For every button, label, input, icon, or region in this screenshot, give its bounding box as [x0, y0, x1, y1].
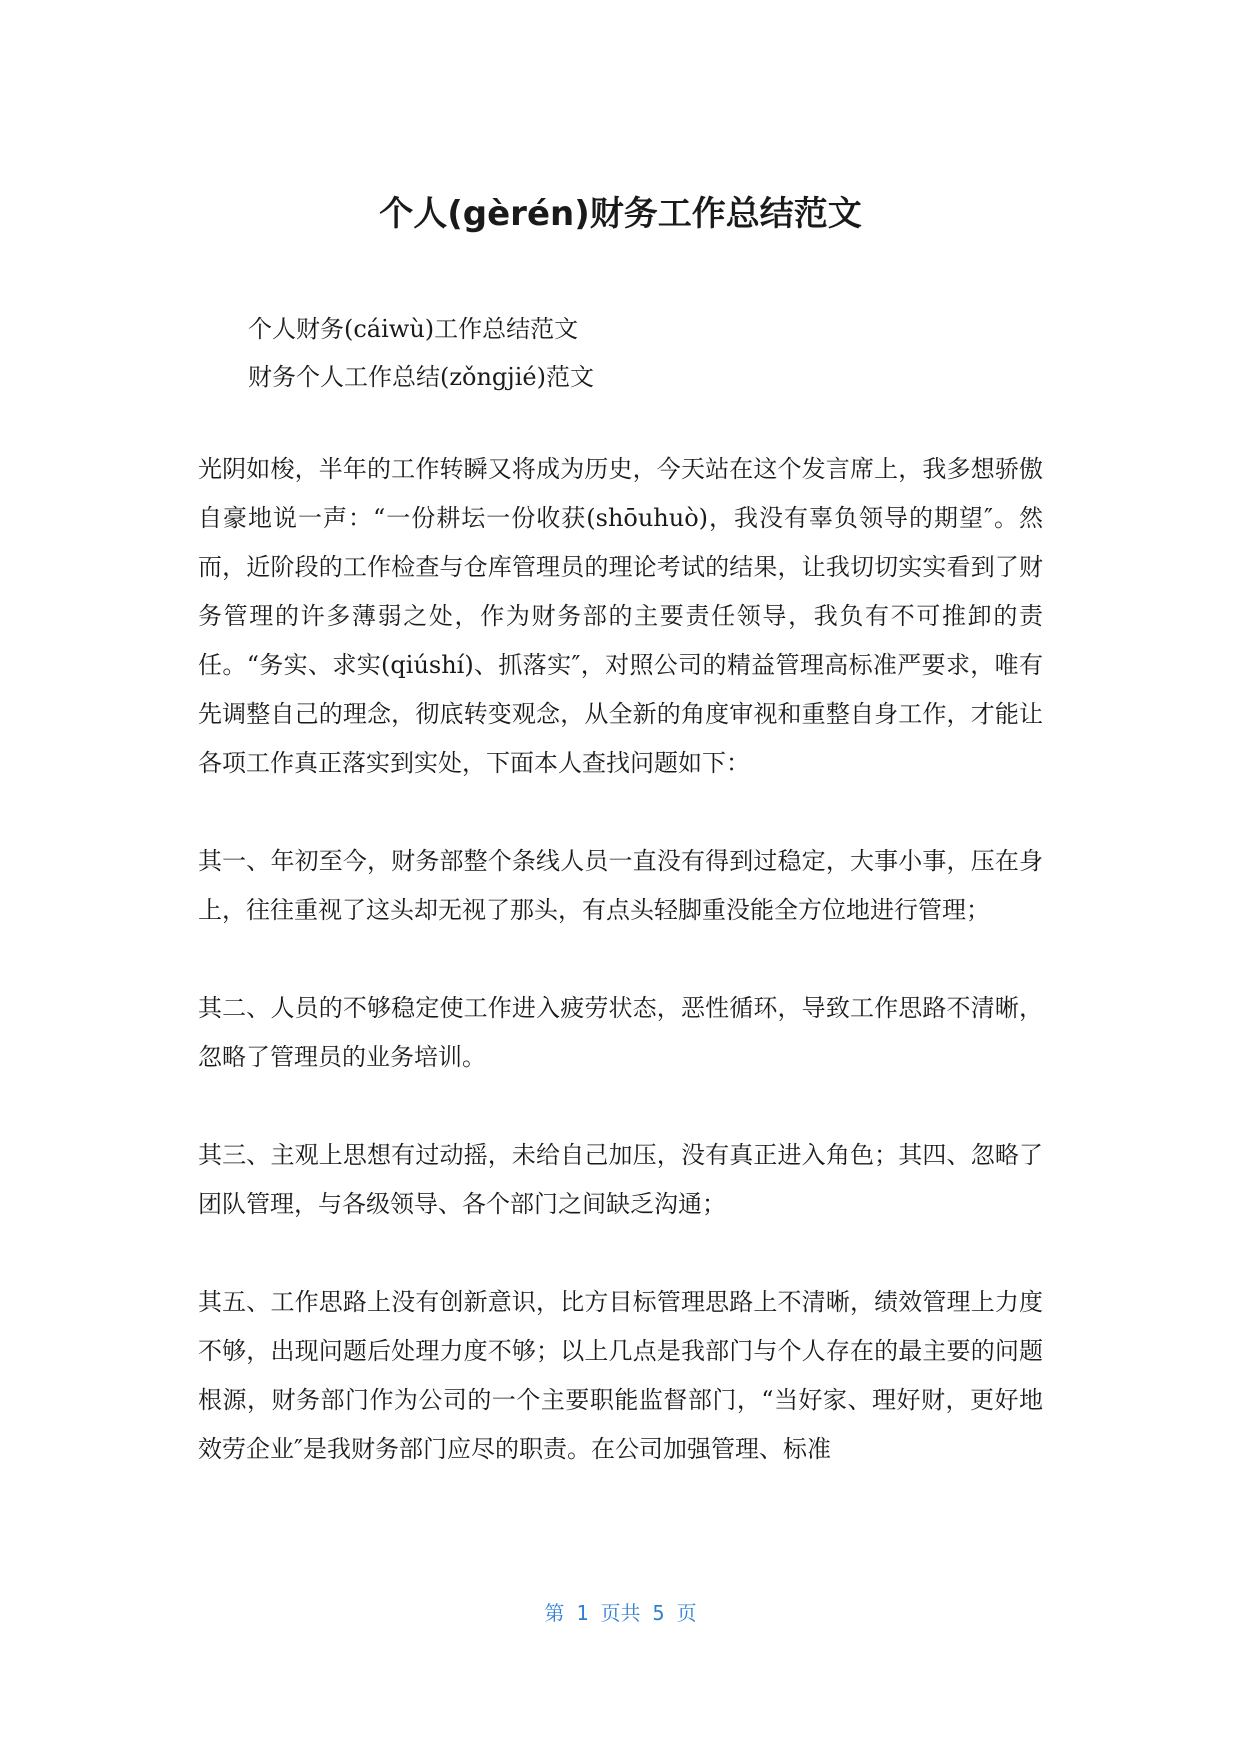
body-paragraph: 其二、人员的不够稳定使工作进入疲劳状态，恶性循环，导致工作思路不清晰，忽略了管理员的业务培训。 [198, 994, 1043, 1071]
document-title: 个人(gèrén)财务工作总结范文 [379, 194, 862, 234]
body-paragraph: 其三、主观上思想有过动摇，未给自己加压，没有真正进入角色；其四、忽略了团队管理，与各级领导、各个部门之间缺乏沟通； [198, 1141, 1043, 1218]
body-paragraph: 其一、年初至今，财务部整个条线人员一直没有得到过稳定，大事小事，压在身上，往往重视了这头却无视了那头，有点头轻脚重没能全方位地进行管理； [198, 847, 1043, 924]
body-paragraph: 其五、工作思路上没有创新意识，比方目标管理思路上不清晰，绩效管理上力度不够，出现问题后处理力度不够；以上几点是我部门与个人存在的最主要的问题根源，财务部门作为公司的一个主要职能监督部门，“当好家、理好财，更好地效劳企业″是我财务部门应尽的职责。在公司加强管理、标准 [198, 1288, 1043, 1463]
document-body [198, 445, 1043, 1523]
subtitle-block [248, 305, 1048, 401]
subtitle-line: 个人财务(cáiwù)工作总结范文 [248, 315, 579, 343]
page-number-footer: 第 1 页共 5 页 [544, 1601, 697, 1625]
subtitle-line: 财务个人工作总结(zǒngjié)范文 [248, 363, 594, 391]
body-paragraph: 光阴如梭，半年的工作转瞬又将成为历史，今天站在这个发言席上，我多想骄傲自豪地说一声：“一份耕坛一份收获(shōuhuò)，我没有辜负领导的期望″。然而，近阶段的工作检查与仓库管理员的理论考试的结果，让我切切实实看到了财务管理的许多薄弱之处，作为财务部的主要责任领导，我负有不可推卸的责任。“务实、求实(qiúshí)、抓落实″，对照公司的精益管理高标准严要求，唯有先调整自己的理念，彻底转变观念，从全新的角度审视和重整自身工作，才能让各项工作真正落实到实处，下面本人查找问题如下： [198, 455, 1043, 777]
